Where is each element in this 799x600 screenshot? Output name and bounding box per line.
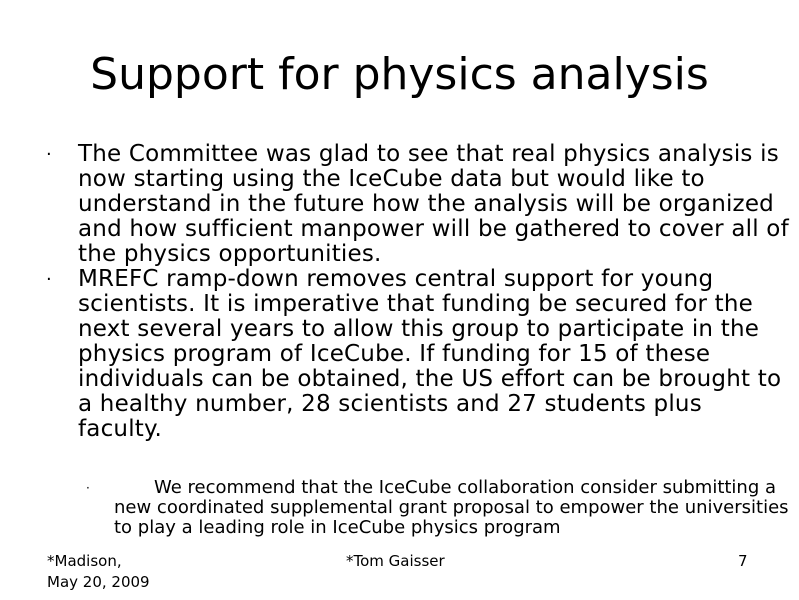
footer-author: *Tom Gaisser — [346, 552, 445, 570]
sub-bullet-list — [86, 478, 791, 538]
bullet-marker: · — [46, 144, 52, 165]
footer-location: *Madison, — [47, 552, 122, 570]
footer-date: May 20, 2009 — [47, 573, 150, 591]
footer-location-date — [47, 551, 150, 593]
page-number: 7 — [738, 552, 748, 570]
sub-bullet-item — [86, 478, 791, 538]
bullet-list — [46, 142, 791, 442]
bullet-item — [46, 267, 791, 442]
bullet-text: The Committee was glad to see that real physics analysis is now starting using the IceCube data but would like to understand in the future how the analysis will be organized and how sufficient manpower will be gathered to cover all of the physics opportunities. — [78, 141, 789, 267]
bullet-item — [46, 142, 791, 267]
slide-title: Support for physics analysis — [90, 49, 709, 100]
sub-bullet-marker: · — [86, 481, 90, 495]
bullet-marker: · — [46, 269, 52, 290]
bullet-text: MREFC ramp-down removes central support for young scientists. It is imperative that funding be secured for the next several years to allow this group to participate in the physics program of IceCube. If funding for 15 of these individuals can be obtained, the US effort can be brought to a healthy number, 28 scientists and 27 students plus faculty. — [78, 266, 782, 442]
sub-bullet-text: We recommend that the IceCube collaboration consider submitting a new coordinated supplemental grant proposal to empower the universities to play a leading role in IceCube physics program — [114, 477, 789, 538]
